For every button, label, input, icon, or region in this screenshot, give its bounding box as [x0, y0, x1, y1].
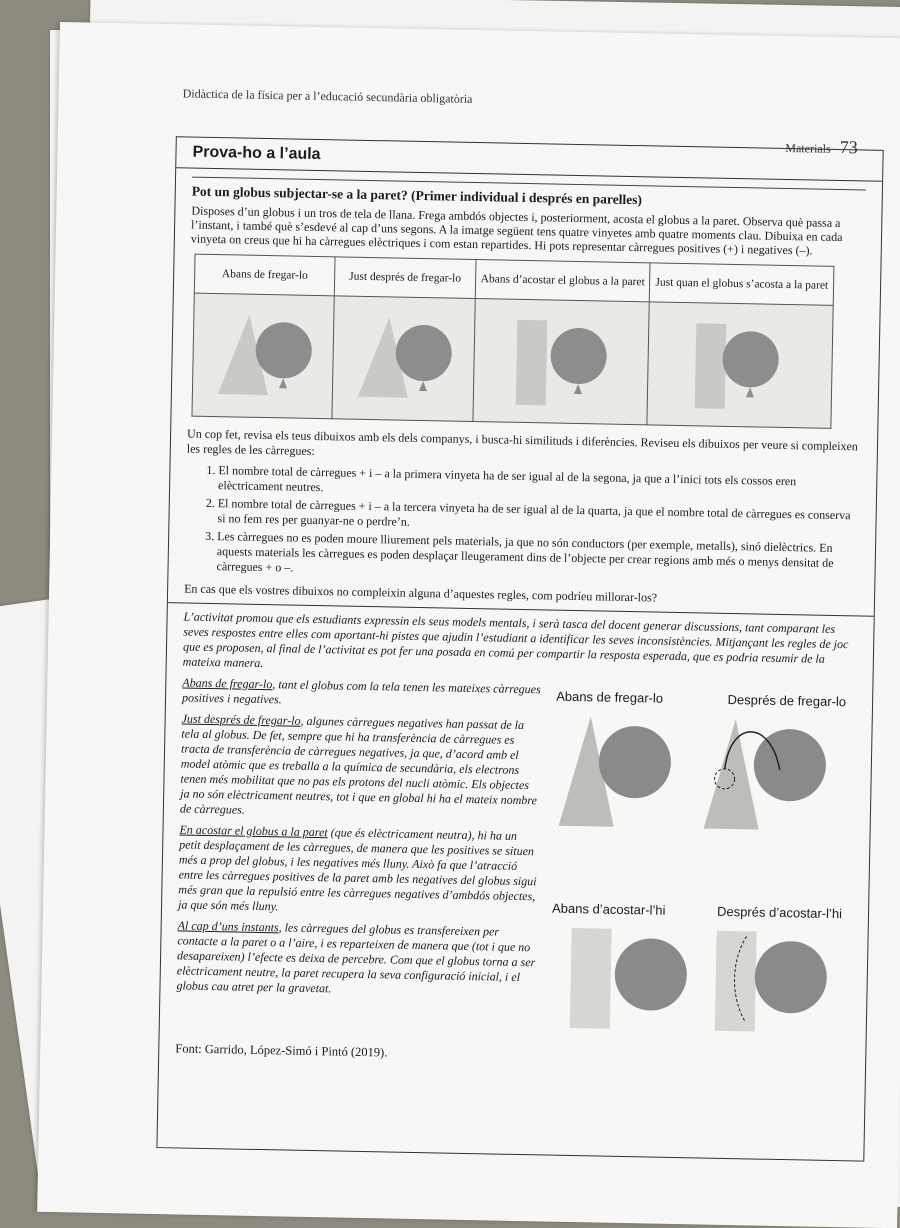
rules-list [184, 463, 860, 587]
teacher-note: L’activitat promou que els estudiants expressin els seus models mentals, i serà tasca del docent generar discussions, tant comparant les seves respostes entre elles com aportant-hi pistes que ajudin l’estudiant a identificar les seves inconsistències. Mitjançant les regles de joc que es proposen, al final de l’activitat es pot fer una posada en comú per compartir la resposta esperada, que es podria resumir de la mateixa manera. [182, 609, 849, 671]
book-page [37, 22, 900, 1228]
review-text: Un cop fet, revisa els teus dibuixos amb els dels companys, i busca-hi similituds i diferències. Reviseu els dibuixos per veure si compleixen les regles de les càrregues: [186, 426, 858, 458]
table-header: Abans d’acostar el globus a la paret [475, 260, 651, 302]
figure-caption: Abans d’acostar-l’hi [551, 900, 666, 918]
cell-balloon-wall [647, 302, 833, 429]
balloon-cloth-illustration [197, 303, 329, 405]
rule-item: 3. Les càrregues no es poden moure lliurement pels materials, ja que no són conductors (per exemple, metalls), sinó dielèctrics. En aquests materials les càrregues es poden desplaçar lleugerament dins de l’objecte per crear regions amb més o menys densitat de càrregues + o –. [216, 529, 859, 586]
table-header: Abans de fregar-lo [194, 254, 335, 296]
balloon-wall-illustration [674, 312, 806, 414]
table-header: Just quan el globus s’acosta a la paret [650, 263, 834, 306]
explanation-text [176, 675, 543, 1042]
table-header: Just després de fregar-lo [335, 257, 476, 299]
activity-box [156, 136, 883, 1161]
explanation-paragraph: Abans de fregar-lo, tant el globus com la tela tenen les mateixes càrregues positives i negatives. [181, 675, 541, 707]
balloon-wall-illustration [495, 309, 627, 411]
running-title: Didàctica de la física per a l’educació secundària obligatòria [182, 86, 473, 106]
closing-question: En cas que els vostres dibuixos no compleixin alguna d’aquestes regles, com podríeu millorar-los? [184, 581, 658, 605]
figure-caption: Després de fregar-lo [727, 691, 847, 710]
rule-item: 1. El nombre total de càrregues + i – a la primera vinyeta ha de ser igual al de la segona, ja que a l’inici tots els cossos eren elèctricament neutres. [218, 463, 860, 505]
cell-balloon-wall [473, 299, 650, 425]
section-label: Materials [785, 140, 831, 156]
balloon-cloth-illustration [338, 306, 470, 408]
explanation-paragraph: En acostar el globus a la paret (que és elèctricament neutra), hi ha un petit desplaçament de les càrregues, de manera que les positives se situen més a prop del globus, i les negatives més lluny. Això fa que l’atracció entre les càrregues positives de la paret amb les negatives del globus sigui més gran que la repulsió entre les càrregues negatives d’ambdós objectes, ja que són més lluny. [177, 822, 537, 914]
source-citation: Font: Garrido, López-Simó i Pintó (2019). [175, 1041, 388, 1060]
page-number: 73 [839, 136, 858, 158]
activity-question: Pot un globus subjectar-se a la paret? (Primer individual i després en parelles) [192, 177, 866, 213]
rubbing-illustration [553, 706, 845, 842]
drawing-table [191, 254, 834, 429]
cell-balloon-cloth [332, 296, 475, 422]
wall-illustration [550, 918, 842, 1044]
activity-intro: Disposes d’un globus i un tros de tela de llana. Frega ambdós objectes i, posteriorment, acosta el globus a la paret. Observa què passa a l’instant, i també què s’esdevé al cap d’uns segons. A la imatge següent tens quatre vinyetes amb quatre moments clau. Dibuixa en cada vinyeta on creus que hi ha càrregues elèctriques i com estan repartides. Hi pots representar càrregues positives (+) i negatives (–). [190, 203, 843, 258]
figure-caption: Després d’acostar-l’hi [716, 903, 843, 922]
box-title: Prova-ho a l’aula [176, 137, 882, 182]
explanation-section [176, 675, 857, 1048]
charge-figure [549, 683, 846, 1049]
figure-caption: Abans de fregar-lo [556, 688, 664, 706]
cell-balloon-cloth [192, 293, 335, 419]
explanation-paragraph: Al cap d’uns instants, les càrregues del globus es transfereixen per contacte a la paret o a l’aire, i es reparteixen de manera que (tot i que no desapareixen) l’efecte es deixa de percebre. Com que el globus torna a ser elèctricament neutre, la paret recupera la seva configuració inicial, i el globus cau atret per la gravetat. [176, 918, 536, 996]
rule-item: 2. El nombre total de càrregues + i – a la tercera vinyeta ha de ser igual al de la quarta, ja que el nombre total de càrregues es conserva si no fem res per guanyar-ne o perdre’n. [217, 496, 859, 538]
explanation-paragraph: Just després de fregar-lo, algunes càrregues negatives han passat de la tela al globus. De fet, sempre que hi ha transferència de càrregues es tracta de transferència de càrregues negatives, ja que, d’acord amb el model atòmic que es treballa a la química de secundària, els electrons tenen més mobilitat que no pas els protons del nucli atòmic. Els objectes ja no són elèctricament neutres, tot i que en global hi ha el mateix nombre de càrregues. [179, 711, 537, 817]
